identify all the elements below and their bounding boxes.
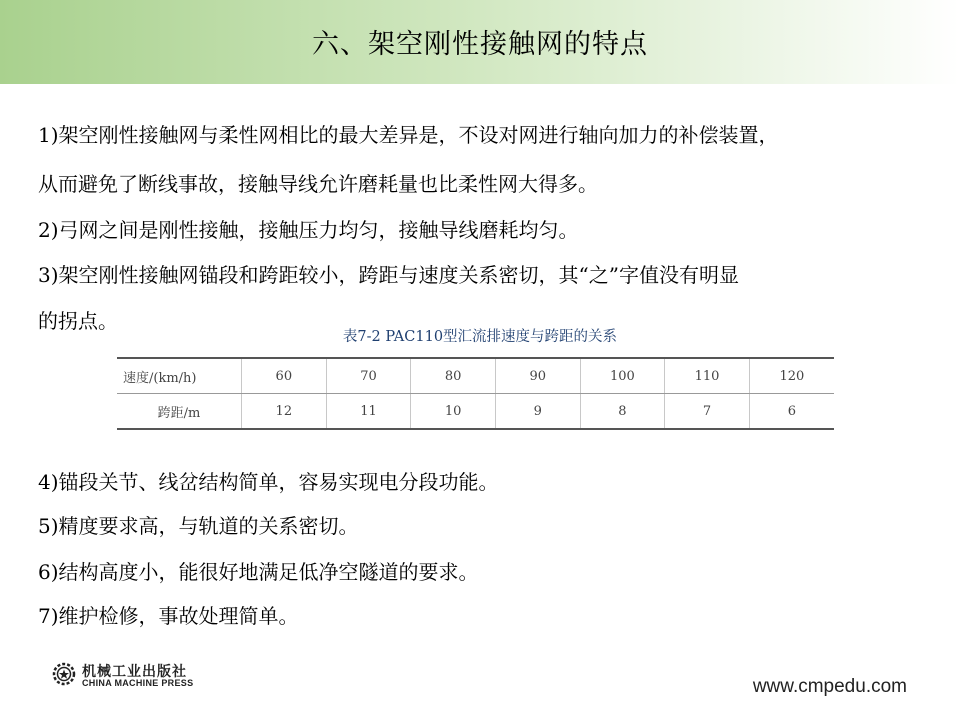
table-cell: 80 [411, 358, 496, 394]
table-cell: 7 [665, 394, 750, 430]
speed-span-table [117, 357, 834, 430]
table-cell: 9 [495, 394, 580, 430]
table-caption: 表7-2 PAC110型汇流排速度与跨距的关系 [342, 329, 618, 345]
paragraph-line: 3)架空刚性接触网锚段和跨距较小，跨距与速度关系密切，其“之”字值没有明显 [38, 263, 739, 287]
table-cell: 70 [326, 358, 411, 394]
paragraph-line: 从而避免了断线事故，接触导线允许磨耗量也比柔性网大得多。 [38, 172, 598, 196]
table-cell: 12 [242, 394, 327, 430]
table-cell: 8 [580, 394, 665, 430]
publisher-logo [52, 661, 232, 691]
table-cell: 90 [495, 358, 580, 394]
paragraph-line: 2)弓网之间是刚性接触，接触压力均匀，接触导线磨耗均匀。 [38, 218, 579, 242]
slide-title: 六、架空刚性接触网的特点 [312, 29, 648, 60]
table-cell: 60 [242, 358, 327, 394]
table-cell: 10 [411, 394, 496, 430]
table-cell: 100 [580, 358, 665, 394]
paragraph-line: 1)架空刚性接触网与柔性网相比的最大差异是，不设对网进行轴向加力的补偿装置， [38, 123, 779, 147]
paragraph-line: 4)锚段关节、线岔结构简单，容易实现电分段功能。 [38, 470, 499, 494]
publisher-name-cn: 机械工业出版社 [82, 664, 187, 680]
website-url: www.cmpedu.com [752, 676, 907, 697]
paragraph-line: 7)维护检修，事故处理简单。 [38, 604, 299, 628]
table-cell: 6 [749, 394, 834, 430]
table-row [117, 358, 834, 394]
table-cell: 120 [749, 358, 834, 394]
row-header: 速度/(km/h) [117, 358, 242, 394]
table-row [117, 394, 834, 430]
paragraph-line: 6)结构高度小，能很好地满足低净空隧道的要求。 [38, 560, 479, 584]
paragraph-line: 5)精度要求高，与轨道的关系密切。 [38, 514, 359, 538]
publisher-name-en: CHINA MACHINE PRESS [82, 678, 194, 688]
paragraph-line: 的拐点。 [38, 309, 118, 333]
table-cell: 110 [665, 358, 750, 394]
table-cell: 11 [326, 394, 411, 430]
publisher-gear-icon [52, 662, 76, 686]
row-header: 跨距/m [117, 394, 242, 430]
